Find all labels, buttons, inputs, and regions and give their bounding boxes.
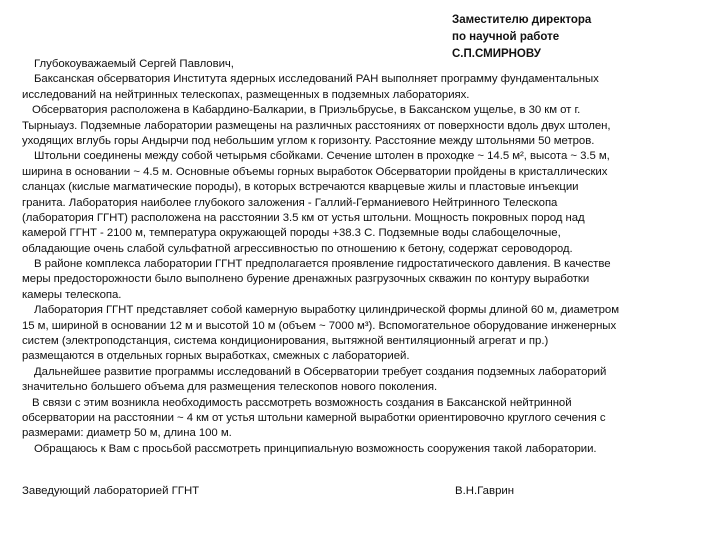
text-line: Обсерватория расположена в Кабардино-Балкарии, в Приэльбрусье, в Баксанском ущелье, в 30 км от г.: [32, 104, 581, 117]
letter-body: [22, 57, 712, 457]
text-line: Тырныауз. Подземные лаборатории размещены на различных расстояниях от поверхности вдоль двух штолен,: [22, 119, 611, 132]
text-line: гранита. Лаборатория наиболее глубокого заложения - Галлий-Германиевого Нейтринного Телескопа: [22, 196, 558, 209]
addressee-block: [452, 12, 591, 63]
text-line: значительно большего объема для размещения телескопов нового поколения.: [22, 381, 438, 394]
text-line: обладающие очень слабой сульфатной агрессивностью по отношению к бетону, содержат сероводород.: [22, 242, 573, 255]
text-line: Баксанская обсерватория Института ядерных исследований РАН выполняет программу фундаментальных: [34, 73, 599, 86]
text-line: 15 м, шириной в основании 12 м и высотой 10 м (объем ~ 7000 м³). Вспомогательное оборудование инженерных: [22, 319, 617, 332]
addressee-subtitle: по научной работе: [452, 31, 560, 43]
text-line: размещаются в отдельных горных выработках, смежных с лабораторией.: [22, 350, 410, 363]
text-line: Штольни соединены между собой четырьмя сбойками. Сечение штолен в проходке ~ 14.5 м², высота ~ 3.5 м,: [34, 150, 610, 163]
text-line: обсерватории на расстоянии ~ 4 км от устья штольни камерной выработки ориентировочно круглого сечения с: [22, 411, 606, 424]
text-line: ширина в основании ~ 4.5 м. Основные объемы горных выработок Обсерватории пройдены в кристаллических: [22, 165, 608, 178]
text-line: В районе комплекса лаборатории ГГНТ предполагается проявление гидростатического давления. В качестве: [34, 258, 611, 271]
signature-position: Заведующий лабораторией ГГНТ: [22, 485, 200, 497]
signature-name: В.Н.Гаврин: [455, 485, 515, 497]
text-line: размерами: диаметр 50 м, длина 100 м.: [22, 427, 232, 440]
text-line: сланцах (кислые магматические породы), в которых встречаются кварцевые жилы и пластовые инъекции: [22, 181, 579, 194]
text-line: камеры телескопа.: [22, 288, 122, 301]
text-line: (лаборатория ГГНТ) расположена на расстоянии 3.5 км от устья штольни. Мощность покровных пород над: [22, 211, 585, 224]
text-line: Дальнейшее развитие программы исследований в Обсерватории требует создания подземных лабораторий: [34, 365, 607, 378]
salutation: Глубокоуважаемый Сергей Павлович,: [34, 58, 234, 70]
text-line: меры предосторожности было выполнено бурение дренажных разгрузочных скважин по контуру выработки: [22, 273, 590, 286]
text-line: уходящих вглубь горы Андырчи под небольшим углом к горизонту. Расстояние между штольнями 50 метров.: [22, 134, 595, 147]
text-line: систем (электроподстанция, система кондиционирования, вытяжной вентиляционный агрегат и пр.): [22, 335, 549, 348]
text-line: Обращаюсь к Вам с просьбой рассмотреть принципиальную возможность сооружения такой лаборатории.: [34, 442, 597, 455]
addressee-name: С.П.СМИРНОВУ: [452, 48, 541, 60]
text-line: В связи с этим возникла необходимость рассмотреть возможность создания в Баксанской нейтринной: [32, 396, 572, 409]
addressee-title: Заместителю директора: [452, 14, 592, 26]
text-line: камерой ГГНТ - 2100 м, температура окружающей породы +38.3 С. Подземные воды слабощелочные,: [22, 227, 561, 240]
text-line: Лаборатория ГГНТ представляет собой камерную выработку цилиндрической формы длиной 60 м, диаметром: [34, 304, 619, 317]
text-line: исследований на нейтринных телескопах, размещенных в подземных лабораториях.: [22, 88, 470, 101]
